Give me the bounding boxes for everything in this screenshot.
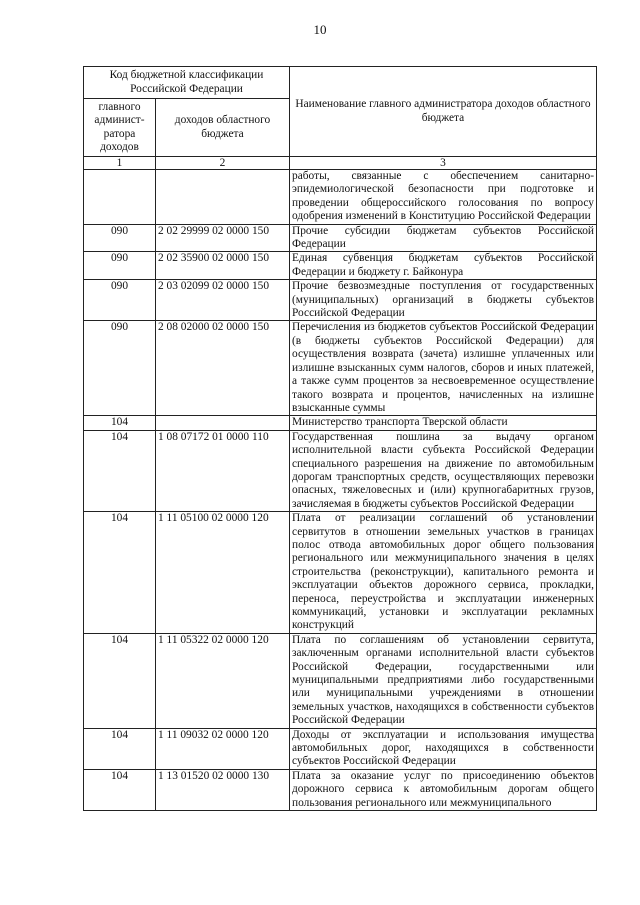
revenue-code-cell: 2 03 02099 02 0000 150 [156,280,290,321]
revenue-code-cell: 1 11 09032 02 0000 120 [156,728,290,769]
table-row [84,430,597,511]
revenue-code-cell [156,170,290,225]
revenue-code-cell: 1 11 05100 02 0000 120 [156,512,290,634]
revenue-name-cell: Единая субвенция бюджетам субъектов Российской Федерации и бюджету г. Байконура [290,252,597,280]
table-row [84,769,597,810]
revenue-code-cell: 2 02 29999 02 0000 150 [156,224,290,252]
admin-code-cell: 104 [84,633,156,728]
column-number-2: 2 [156,157,290,170]
revenue-name-cell: Плата за оказание услуг по присоединению объектов дорожного сервиса к автомобильным дорогам общего пользования регионального или межмуниципального [290,769,597,810]
revenue-name-cell: Министерство транспорта Тверской области [290,416,597,430]
revenue-code-cell: 2 02 35900 02 0000 150 [156,252,290,280]
budget-classification-table [83,66,597,811]
table-row [84,224,597,252]
table-row [84,280,597,321]
revenue-code-cell [156,416,290,430]
table-row [84,170,597,225]
admin-code-cell: 104 [84,512,156,634]
admin-code-cell: 090 [84,252,156,280]
revenue-code-cell: 1 08 07172 01 0000 110 [156,430,290,511]
column-number-1: 1 [84,157,156,170]
table-row [84,321,597,416]
table-row [84,252,597,280]
page-number: 10 [313,22,327,37]
revenue-code-cell: 1 11 05322 02 0000 120 [156,633,290,728]
header-code-column: доходов областного бюджета [156,99,290,157]
column-number-3: 3 [290,157,597,170]
admin-code-cell: 104 [84,416,156,430]
admin-code-cell: 090 [84,321,156,416]
admin-code-cell: 104 [84,430,156,511]
admin-code-cell: 090 [84,224,156,252]
header-group: Код бюджетной классификации Российской Федерации [84,67,290,99]
table-row [84,633,597,728]
revenue-name-cell: Прочие безвозмездные поступления от государственных (муниципальных) организаций в бюджеты субъектов Российской Федерации [290,280,597,321]
revenue-name-cell: Плата по соглашениям об установлении сервитута, заключенным органами исполнительной власти субъектов Российской Федерации, государственными или муниципальными предприятиями либо государственными или муниципальными учреждениями в отношении земельных участков, находящихся в собственности субъектов Российской Федерации [290,633,597,728]
table-row [84,728,597,769]
revenue-name-cell: Государственная пошлина за выдачу органом исполнительной власти субъекта Российской Федерации специального разрешения на движение по автомобильным дорогам транспортных средств, осуществляющих перевозки опасных, тяжеловесных и (или) крупногабаритных грузов, зачисляемая в бюджеты субъектов Российской Федерации [290,430,597,511]
admin-code-cell: 090 [84,280,156,321]
revenue-name-cell: Прочие субсидии бюджетам субъектов Российской Федерации [290,224,597,252]
revenue-name-cell: Перечисления из бюджетов субъектов Российской Федерации (в бюджеты субъектов Российской Федерации) для осуществления возврата (зачета) излишне уплаченных или излишне взысканных сумм налогов, сборов и иных платежей, а также сумм процентов за несвоевременное осуществление такого возврата и процентов, начисленных на излишне взысканные суммы [290,321,597,416]
admin-code-cell: 104 [84,769,156,810]
revenue-code-cell: 2 08 02000 02 0000 150 [156,321,290,416]
table-row [84,416,597,430]
revenue-code-cell: 1 13 01520 02 0000 130 [156,769,290,810]
header-admin-column: главного админист-ратора доходов [84,99,156,157]
revenue-name-cell: Плата от реализации соглашений об установлении сервитутов в отношении земельных участков в границах полос отвода автомобильных дорог общего пользования регионального или межмуниципального значения в целях строительства (реконструкции), капитального ремонта и эксплуатации объектов дорожного сервиса, прокладки, переноса, переустройства и эксплуатации инженерных коммуникаций, установки и эксплуатации рекламных конструкций [290,512,597,634]
revenue-name-cell: Доходы от эксплуатации и использования имущества автомобильных дорог, находящихся в собственности субъектов Российской Федерации [290,728,597,769]
revenue-name-cell: работы, связанные с обеспечением санитарно-эпидемиологической безопасности при подготовке и проведении общероссийского голосования по вопросу одобрения изменений в Конституцию Российской Федерации [290,170,597,225]
table-row [84,512,597,634]
admin-code-cell: 104 [84,728,156,769]
admin-code-cell [84,170,156,225]
header-name-column: Наименование главного администратора доходов областного бюджета [290,67,597,157]
